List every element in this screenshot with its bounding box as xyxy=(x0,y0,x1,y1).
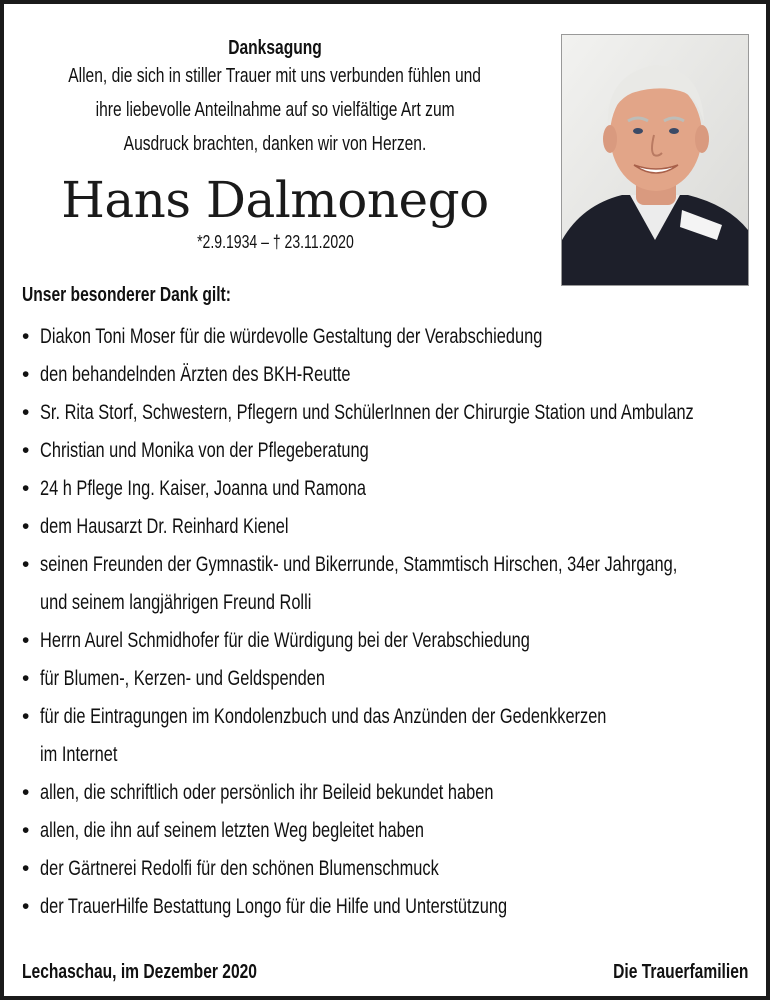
intro-line-3 xyxy=(10,132,540,156)
list-item-text: für Blumen-, Kerzen- und Geldspenden xyxy=(40,667,326,690)
portrait-photo xyxy=(561,34,749,286)
bullet-icon: • xyxy=(22,401,30,424)
intro-line-1-text: Allen, die sich in stiller Trauer mit uns verbunden fühlen und xyxy=(68,65,482,87)
list-item xyxy=(22,622,762,660)
list-item-text: dem Hausarzt Dr. Reinhard Kienel xyxy=(40,515,289,538)
signature xyxy=(575,961,748,984)
list-item-text: im Internet xyxy=(40,743,118,766)
bullet-icon: • xyxy=(22,781,30,804)
list-item-text: und seinem langjährigen Freund Rolli xyxy=(40,591,312,614)
thanks-heading xyxy=(22,284,290,307)
notice-title-text: Danksagung xyxy=(228,37,322,59)
intro-line-3-text: Ausdruck brachten, danken wir von Herzen. xyxy=(123,133,427,155)
intro-line-2 xyxy=(10,98,540,122)
list-item-text: der Gärtnerei Redolfi für den schönen Blumenschmuck xyxy=(40,857,439,880)
list-item-continuation xyxy=(22,736,762,774)
notice-title xyxy=(10,36,540,60)
list-item-text: allen, die schriftlich oder persönlich ihr Beileid bekundet haben xyxy=(40,781,494,804)
bullet-icon: • xyxy=(22,629,30,652)
list-item-text: Christian und Monika von der Pflegeberatung xyxy=(40,439,369,462)
list-item-text: seinen Freunden der Gymnastik- und Bikerrunde, Stammtisch Hirschen, 34er Jahrgang, xyxy=(40,553,678,576)
bullet-icon: • xyxy=(22,819,30,842)
list-item-text: 24 h Pflege Ing. Kaiser, Joanna und Ramona xyxy=(40,477,367,500)
list-item-text: für die Eintragungen im Kondolenzbuch und das Anzünden der Gedenkkerzen xyxy=(40,705,607,728)
list-item-text: allen, die ihn auf seinem letzten Weg begleitet haben xyxy=(40,819,424,842)
list-item-continuation xyxy=(22,584,762,622)
list-item xyxy=(22,394,762,432)
bullet-icon: • xyxy=(22,857,30,880)
list-item-text: Herrn Aurel Schmidhofer für die Würdigung bei der Verabschiedung xyxy=(40,629,530,652)
thanks-heading-text: Unser besonderer Dank gilt: xyxy=(22,284,231,306)
list-item xyxy=(22,432,762,470)
list-item xyxy=(22,508,762,546)
bullet-icon: • xyxy=(22,705,30,728)
list-item-text: Diakon Toni Moser für die würdevolle Gestaltung der Verabschiedung xyxy=(40,325,543,348)
bullet-icon: • xyxy=(22,477,30,500)
place-date-text: Lechaschau, im Dezember 2020 xyxy=(22,961,257,983)
life-dates-text: *2.9.1934 – † 23.11.2020 xyxy=(196,232,354,252)
place-date xyxy=(22,961,323,984)
thanks-list xyxy=(22,318,762,926)
list-item xyxy=(22,888,762,926)
signature-text: Die Trauerfamilien xyxy=(612,961,748,983)
bullet-icon: • xyxy=(22,515,30,538)
list-item-text: den behandelnden Ärzten des BKH-Reutte xyxy=(40,363,351,386)
bullet-icon: • xyxy=(22,895,30,918)
list-item xyxy=(22,660,762,698)
list-item xyxy=(22,698,762,736)
bullet-icon: • xyxy=(22,325,30,348)
list-item xyxy=(22,546,762,584)
list-item xyxy=(22,356,762,394)
list-item xyxy=(22,774,762,812)
list-item xyxy=(22,850,762,888)
bullet-icon: • xyxy=(22,553,30,576)
list-item xyxy=(22,812,762,850)
list-item-text: der TrauerHilfe Bestattung Longo für die Hilfe und Unterstützung xyxy=(40,895,508,918)
intro-line-2-text: ihre liebevolle Anteilnahme auf so vielfältige Art zum xyxy=(95,99,455,121)
bullet-icon: • xyxy=(22,363,30,386)
portrait-illustration xyxy=(562,35,748,285)
life-dates xyxy=(10,232,540,253)
deceased-name: Hans Dalmonego xyxy=(61,171,489,229)
bullet-icon: • xyxy=(22,439,30,462)
bullet-icon: • xyxy=(22,667,30,690)
list-item xyxy=(22,470,762,508)
list-item-text: Sr. Rita Storf, Schwestern, Pflegern und SchülerInnen der Chirurgie Station und Ambulanz xyxy=(40,401,694,424)
list-item xyxy=(22,318,762,356)
intro-line-1 xyxy=(10,64,540,88)
